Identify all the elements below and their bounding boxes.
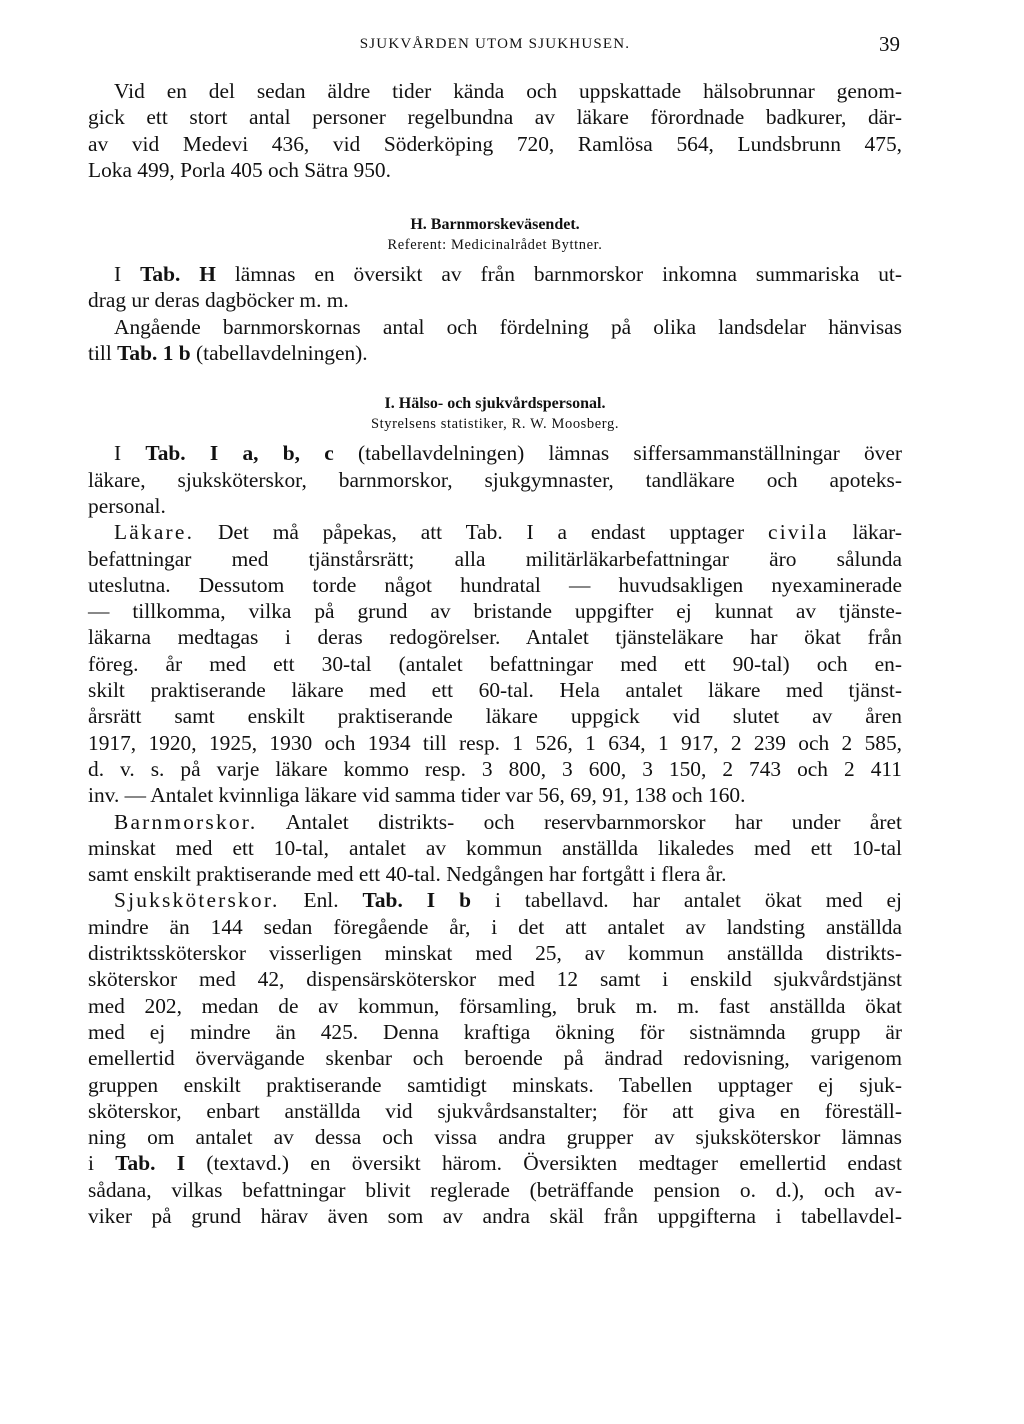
text-line: inv. — Antalet kvinnliga läkare vid samma tider var 56, 69, 91, 138 och 160. (88, 783, 746, 808)
text-line: i Tab. I (textavd.) en översikt härom. Översikten medtager emellertid endast (88, 1151, 902, 1176)
text-line: befattningar med tjänstårsrätt; alla militärläkarbefattningar äro sålunda (88, 546, 902, 571)
text-line: sådana, vilkas befattningar blivit reglerade (beträffande pension o. d.), och av- (88, 1177, 902, 1202)
section-referent: Styrelsens statistiker, R. W. Moosberg. (370, 416, 620, 433)
text-line: läkarna medtagas i deras redogörelser. Antalet tjänsteläkare har ökat från (88, 625, 902, 650)
text-line: läkare, sjuksköterskor, barnmorskor, sjukgymnaster, tandläkare och apoteks- (88, 467, 902, 492)
text-line: Läkare. Det må påpekas, att Tab. I a endast upptager civila läkar- (114, 520, 903, 545)
text-line: viker på grund härav även som av andra skäl från uppgifterna i tabellavdel- (88, 1203, 902, 1228)
text-line: Sjuksköterskor. Enl. Tab. I b i tabellavd. har antalet ökat med ej (114, 888, 902, 913)
text-line: distriktssköterskor visserligen minskat med 25, av kommun anställda distrikts- (88, 941, 902, 966)
text-line: personal. (88, 493, 166, 518)
text-line: samt enskilt praktiserande med ett 40-tal. Nedgången har fortgått i flera år. (88, 862, 727, 887)
text-line: av vid Medevi 436, vid Söderköping 720, Ramlösa 564, Lundsbrunn 475, (88, 131, 902, 156)
text-line: uteslutna. Dessutom torde något hundratal — huvudsakligen nyexaminerade (88, 572, 902, 597)
text-line: drag ur deras dagböcker m. m. (88, 288, 349, 313)
section-referent: Referent: Medicinalrådet Byttner. (387, 237, 603, 254)
text-line: mindre än 144 sedan föregående år, i det att antalet av landsting anställda (88, 914, 902, 939)
body-text (88, 78, 902, 1229)
text-line: gick ett stort antal personer regelbundna av läkare förordnade badkurer, där- (88, 105, 902, 130)
text-line: Loka 499, Porla 405 och Sätra 950. (88, 157, 391, 182)
section-heading: H. Barnmorskeväsendet. (410, 216, 580, 234)
text-line: föreg. år med ett 30-tal (antalet befattningar med ett 90-tal) och en- (88, 651, 902, 676)
text-line: — tillkomma, vilka på grund av bristande uppgifter ej kunnat av tjänste- (88, 599, 902, 624)
text-line: I Tab. I a, b, c (tabellavdelningen) lämnas siffersammanställningar över (114, 441, 902, 466)
text-line: med 202, medan de av kommun, församling, bruk m. m. fast anställda ökat (88, 993, 902, 1018)
text-line: till Tab. 1 b (tabellavdelningen). (88, 341, 368, 366)
text-line: Angående barnmorskornas antal och fördelning på olika landsdelar hänvisas (114, 314, 902, 339)
text-line: med ej mindre än 425. Denna kraftiga ökning för sistnämnda grupp är (88, 1019, 902, 1044)
text-line: ning om antalet av dessa och vissa andra grupper av sjuksköterskor lämnas (88, 1125, 902, 1150)
text-line: skilt praktiserande läkare med ett 60-tal. Hela antalet läkare med tjänst- (88, 678, 902, 703)
text-line: emellertid övervägande skenbar och beroende på ändrad redovisning, varigenom (88, 1046, 902, 1071)
text-line: 1917, 1920, 1925, 1930 och 1934 till resp. 1 526, 1 634, 1 917, 2 239 och 2 585, (88, 730, 902, 755)
text-line: d. v. s. på varje läkare kommo resp. 3 800, 3 600, 3 150, 2 743 och 2 411 (88, 756, 902, 781)
page-number: 39 (879, 32, 900, 56)
text-line: Vid en del sedan äldre tider kända och uppskattade hälsobrunnar genom- (114, 79, 902, 103)
text-line: årsrätt samt enskilt praktiserande läkare uppgick vid slutet av åren (88, 704, 902, 729)
text-line: Barnmorskor. Antalet distrikts- och reservbarnmorskor har under året (114, 809, 902, 834)
text-line: sköterskor, enbart anställda vid sjukvårdsanstalter; för att giva en föreställ- (88, 1098, 902, 1123)
text-line: minskat med ett 10-tal, antalet av kommun anställda likaledes med ett 10-tal (88, 835, 902, 860)
running-head (90, 32, 900, 60)
text-line: sköterskor med 42, dispensärsköterskor med 12 samt i enskild sjukvårdstjänst (88, 967, 902, 992)
text-line: gruppen enskilt praktiserande samtidigt minskats. Tabellen upptager ej sjuk- (88, 1072, 902, 1097)
text-line: I Tab. H lämnas en översikt av från barnmorskor inkomna summariska ut- (114, 262, 902, 287)
section-heading: I. Hälso- och sjukvårdspersonal. (384, 395, 606, 413)
running-title: SJUKVÅRDEN UTOM SJUKHUSEN. (359, 36, 631, 52)
